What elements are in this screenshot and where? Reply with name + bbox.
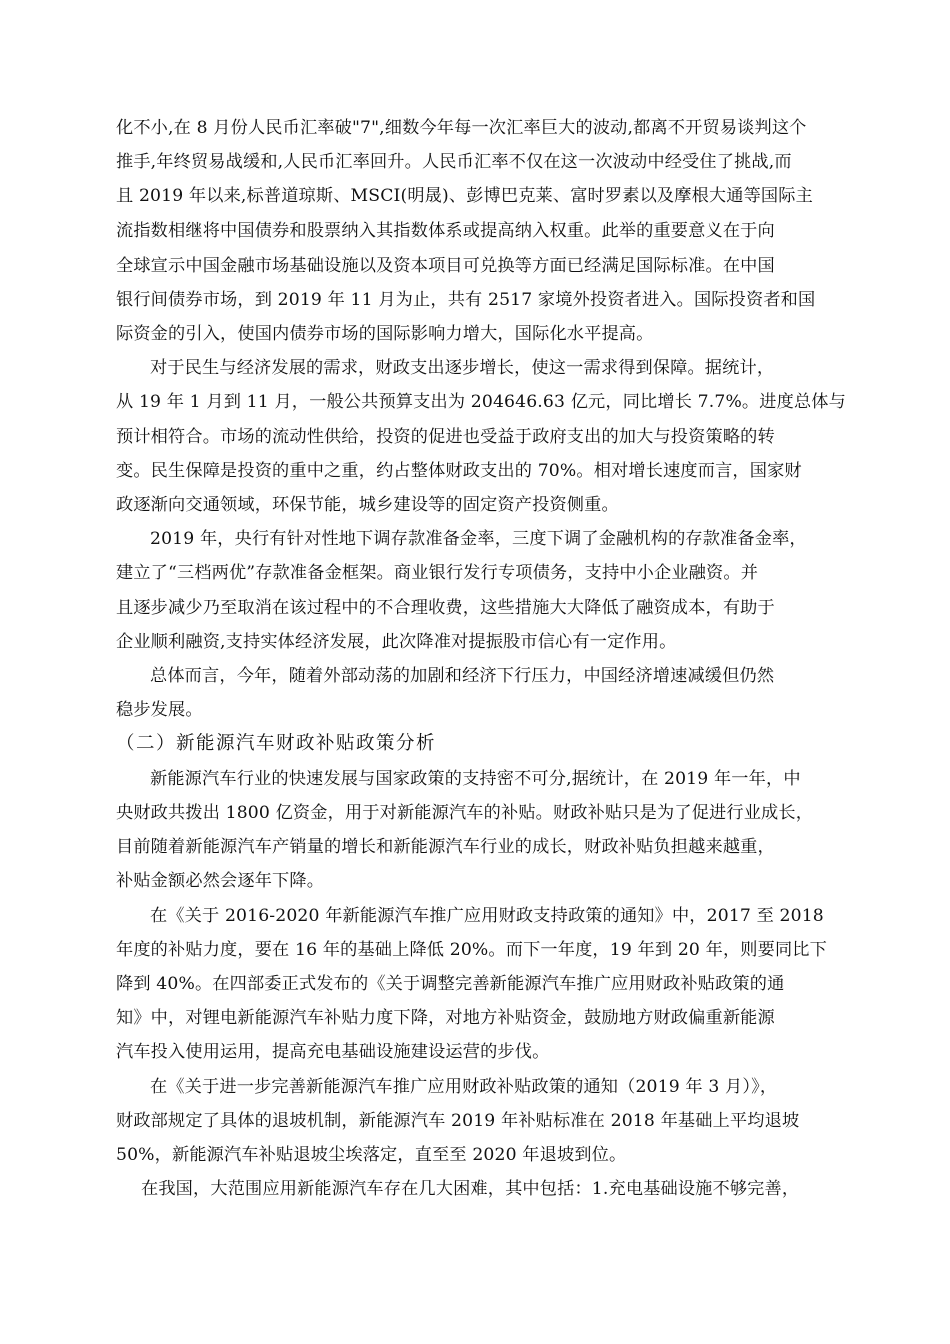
body-text-line: 全球宣示中国金融市场基础设施以及资本项目可兑换等方面已经满足国际标准。在中国 — [116, 256, 775, 276]
body-text-line: 际资金的引入，使国内债券市场的国际影响力增大，国际化水平提高。 — [116, 324, 654, 344]
body-text-line: 建立了“三档两优”存款准备金框架。商业银行发行专项债务，支持中小企业融资。并 — [116, 563, 759, 583]
body-text-line: 财政部规定了具体的退坡机制，新能源汽车 2019 年补贴标准在 2018 年基础上平均退坡 — [116, 1111, 800, 1131]
body-text-line: 从 19 年 1 月到 11 月，一般公共预算支出为 204646.63 亿元，同比增长 7.7%。进度总体与 — [116, 392, 846, 412]
body-text-line: 降到 40%。在四部委正式发布的《关于调整完善新能源汽车推广应用财政补贴政策的通 — [116, 974, 785, 994]
body-text-line: 在《关于 2016-2020 年新能源汽车推广应用财政支持政策的通知》中，2017 至 2018 — [150, 906, 824, 926]
body-text-line: 补贴金额必然会逐年下降。 — [116, 871, 325, 891]
body-text-line: 年度的补贴力度，要在 16 年的基础上降低 20%。而下一年度，19 年到 20 年，则要同比下 — [116, 940, 827, 960]
body-text-line: 50%，新能源汽车补贴退坡尘埃落定，直至至 2020 年退坡到位。 — [116, 1145, 627, 1165]
body-text-line: 知》中，对锂电新能源汽车补贴力度下降，对地方补贴资金，鼓励地方财政偏重新能源 — [116, 1008, 775, 1028]
body-text-line: 银行间债券市场，到 2019 年 11 月为止，共有 2517 家境外投资者进入。国际投资者和国 — [116, 290, 816, 310]
body-text-line: 且逐步减少乃至取消在该过程中的不合理收费，这些措施大大降低了融资成本，有助于 — [116, 598, 775, 618]
body-text-line: 2019 年，央行有针对性地下调存款准备金率，三度下调了金融机构的存款准备金率， — [150, 529, 807, 549]
body-text-line: 目前随着新能源汽车产销量的增长和新能源汽车行业的成长，财政补贴负担越来越重， — [116, 837, 775, 857]
body-text-line: 总体而言，今年，随着外部动荡的加剧和经济下行压力，中国经济增速减缓但仍然 — [150, 666, 775, 686]
body-text-line: 在《关于进一步完善新能源汽车推广应用财政补贴政策的通知（2019 年 3 月）》， — [150, 1077, 778, 1097]
body-text-line: 化不小,在 8 月份人民币汇率破"7",细数今年每一次汇率巨大的波动,都离不开贸易谈判这个 — [116, 118, 807, 138]
body-text-line: 变。民生保障是投资的重中之重，约占整体财政支出的 70%。相对增长速度而言，国家财 — [116, 461, 802, 481]
body-text-line: 且 2019 年以来,标普道琼斯、MSCI(明晟)、彭博巴克莱、富时罗素以及摩根大通等国际主 — [116, 186, 813, 206]
body-text-line: 政逐渐向交通领域，环保节能，城乡建设等的固定资产投资侧重。 — [116, 495, 619, 515]
section-heading: （二）新能源汽车财政补贴政策分析 — [116, 733, 437, 754]
body-text-line: 新能源汽车行业的快速发展与国家政策的支持密不可分,据统计，在 2019 年一年，中 — [150, 769, 801, 789]
body-text-line: 企业顺利融资,支持实体经济发展，此次降准对提振股市信心有一定作用。 — [116, 632, 677, 652]
body-text-line: 在我国，大范围应用新能源汽车存在几大困难，其中包括：1.充电基础设施不够完善， — [141, 1179, 800, 1199]
body-text-line: 对于民生与经济发展的需求，财政支出逐步增长，使这一需求得到保障。据统计， — [150, 358, 775, 378]
body-text-line: 预计相符合。市场的流动性供给，投资的促进也受益于政府支出的加大与投资策略的转 — [116, 427, 775, 447]
body-text-line: 流指数相继将中国债券和股票纳入其指数体系或提高纳入权重。此举的重要意义在于向 — [116, 221, 775, 241]
body-text-line: 推手,年终贸易战缓和,人民币汇率回升。人民币汇率不仅在这一次波动中经受住了挑战,而 — [116, 152, 792, 172]
body-text-line: 汽车投入使用运用，提高充电基础设施建设运营的步伐。 — [116, 1042, 550, 1062]
body-text-line: 稳步发展。 — [116, 700, 203, 720]
body-text-line: 央财政共拨出 1800 亿资金，用于对新能源汽车的补贴。财政补贴只是为了促进行业成长， — [116, 803, 814, 823]
